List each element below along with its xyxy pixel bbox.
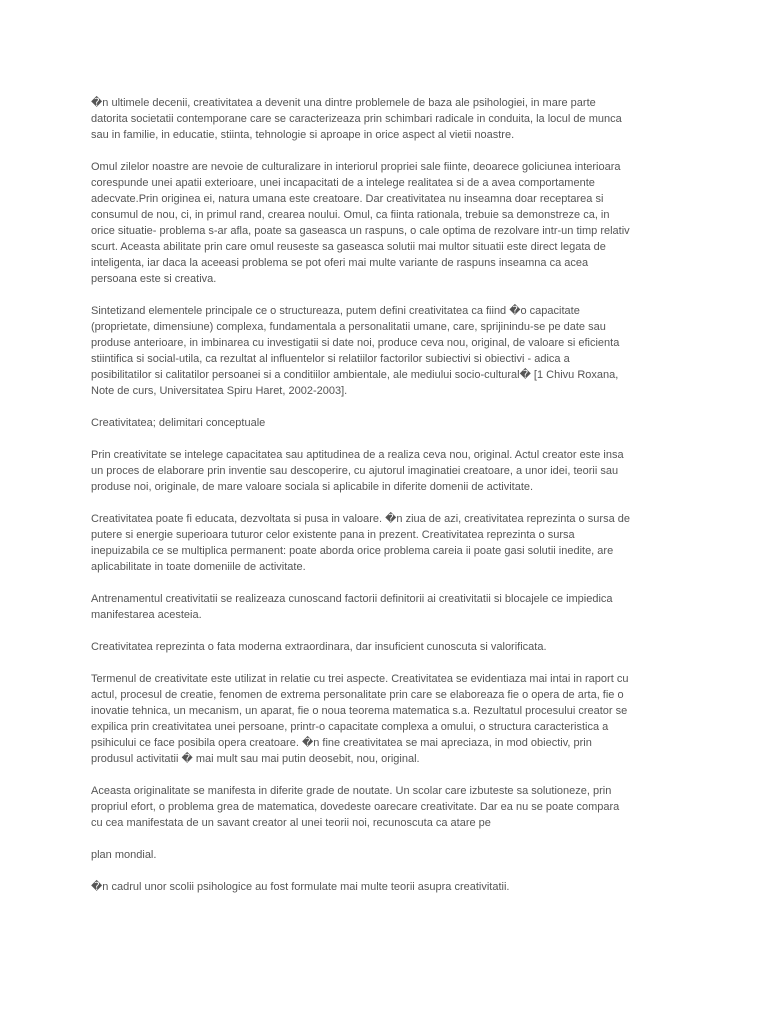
paragraph-educata: Creativitatea poate fi educata, dezvoltata si pusa in valoare. �n ziua de azi, creativitatea reprezinta o sursa de putere si energie superioara tuturor celor existente pana in prezent. Creativitatea reprezinta o sursa inepuizabila ce se multiplica permanent: poate aborda orice problema careia ii poate gasi solutii inedite, are aplicabilitate in toate domeniile de activitate.	[91, 513, 630, 573]
paragraph-culturalizare: Omul zilelor noastre are nevoie de culturalizare in interiorul propriei sale fiinte, deoarece goliciunea interioara corespunde unei apatii exterioare, unei incapacitati de a intelege realitatea si de a avea comportamente adecvate.Prin originea ei, natura umana este creatoare. Dar creativitatea nu inseamna doar receptarea si consumul de nou, ci, in primul rand, crearea noului. Omul, ca fiinta rationala, trebuie sa demonstreze ca, in orice situatie- problema s-ar afla, poate sa gaseasca un raspuns, o cale optima de rezolvare intr-un timp relativ scurt. Aceasta abilitate prin care omul reuseste sa gaseasca solutii mai multor situatii este direct legata de inteligenta, iar daca la aceeasi problema se pot oferi mai multe variante de raspuns inseamna ca acea persoana este si creativa.	[91, 161, 630, 285]
paragraph-originalitate: Aceasta originalitate se manifesta in diferite grade de noutate. Un scolar care izbuteste sa solutioneze, prin propriul efort, o problema grea de matematica, dovedeste oarecare creativitate. Dar ea nu se poate compara cu cea manifestata de un savant creator al unei teorii noi, recunoscuta ca atare pe	[91, 785, 620, 829]
paragraph-termenul: Termenul de creativitate este utilizat in relatie cu trei aspecte. Creativitatea se evidentiaza mai intai in raport cu actul, procesul de creatie, fenomen de extrema personalitate prin care se elaboreaza fie o opera de arta, fie o inovatie tehnica, un mecanism, un aparat, fie o noua teorema matematica s.a. Rezultatul procesului creator se expilica prin creativitatea unei persoane, printr-o capacitate complexa a omului, o structura caracteristica a psihicului ce face posibila opera creatoare. �n fine creativitatea se mai apreciaza, in mod obiectiv, prin produsul activitatii � mai mult sau mai putin deosebit, nou, original.	[91, 673, 629, 765]
paragraph-intro: �n ultimele decenii, creativitatea a devenit una dintre problemele de baza ale psihologiei, in mare parte datorita societatii contemporane care se caracterizeaza prin schimbari radicale in conduita, la locul de munca sau in familie, in educatie, stiinta, tehnologie si aproape in orice aspect al vietii noastre.	[91, 97, 622, 141]
paragraph-plan-mondial: plan mondial.	[91, 849, 157, 861]
document-body	[91, 95, 681, 911]
paragraph-scoli-psihologice: �n cadrul unor scolii psihologice au fost formulate mai multe teorii asupra creativitatii.	[91, 881, 510, 893]
paragraph-fata-moderna: Creativitatea reprezinta o fata moderna extraordinara, dar insuficient cunoscuta si valorificata.	[91, 641, 547, 653]
section-heading: Creativitatea; delimitari conceptuale	[91, 417, 266, 429]
paragraph-definitie: Sintetizand elementele principale ce o structureaza, putem defini creativitatea ca fiind �o capacitate (proprietate, dimensiune) complexa, fundamentala a personalitatii umane, care, sprijinindu-se pe date sau produse anterioare, in imbinarea cu investigatii si date noi, produce ceva nou, original, de valoare si eficienta stiintifica si social-utila, ca rezultat al influentelor si relatiilor factorilor subiectivi si obiectivi - adica a posibilitatilor si calitatilor persoanei si a conditiilor ambientale, ale mediului socio-cultural� [1 Chivu Roxana, Note de curs, Universitatea Spiru Haret, 2002-2003].	[91, 305, 620, 397]
paragraph-antrenament: Antrenamentul creativitatii se realizeaza cunoscand factorii definitorii ai creativitatii si blocajele ce impiedica manifestarea acesteia.	[91, 593, 613, 621]
paragraph-capacitate: Prin creativitate se intelege capacitatea sau aptitudinea de a realiza ceva nou, original. Actul creator este insa un proces de elaborare prin inventie sau descoperire, cu ajutorul imaginatiei creatoare, a unor idei, teorii sau produse noi, originale, de mare valoare sociala si aplicabile in diferite domenii de activitate.	[91, 449, 624, 493]
